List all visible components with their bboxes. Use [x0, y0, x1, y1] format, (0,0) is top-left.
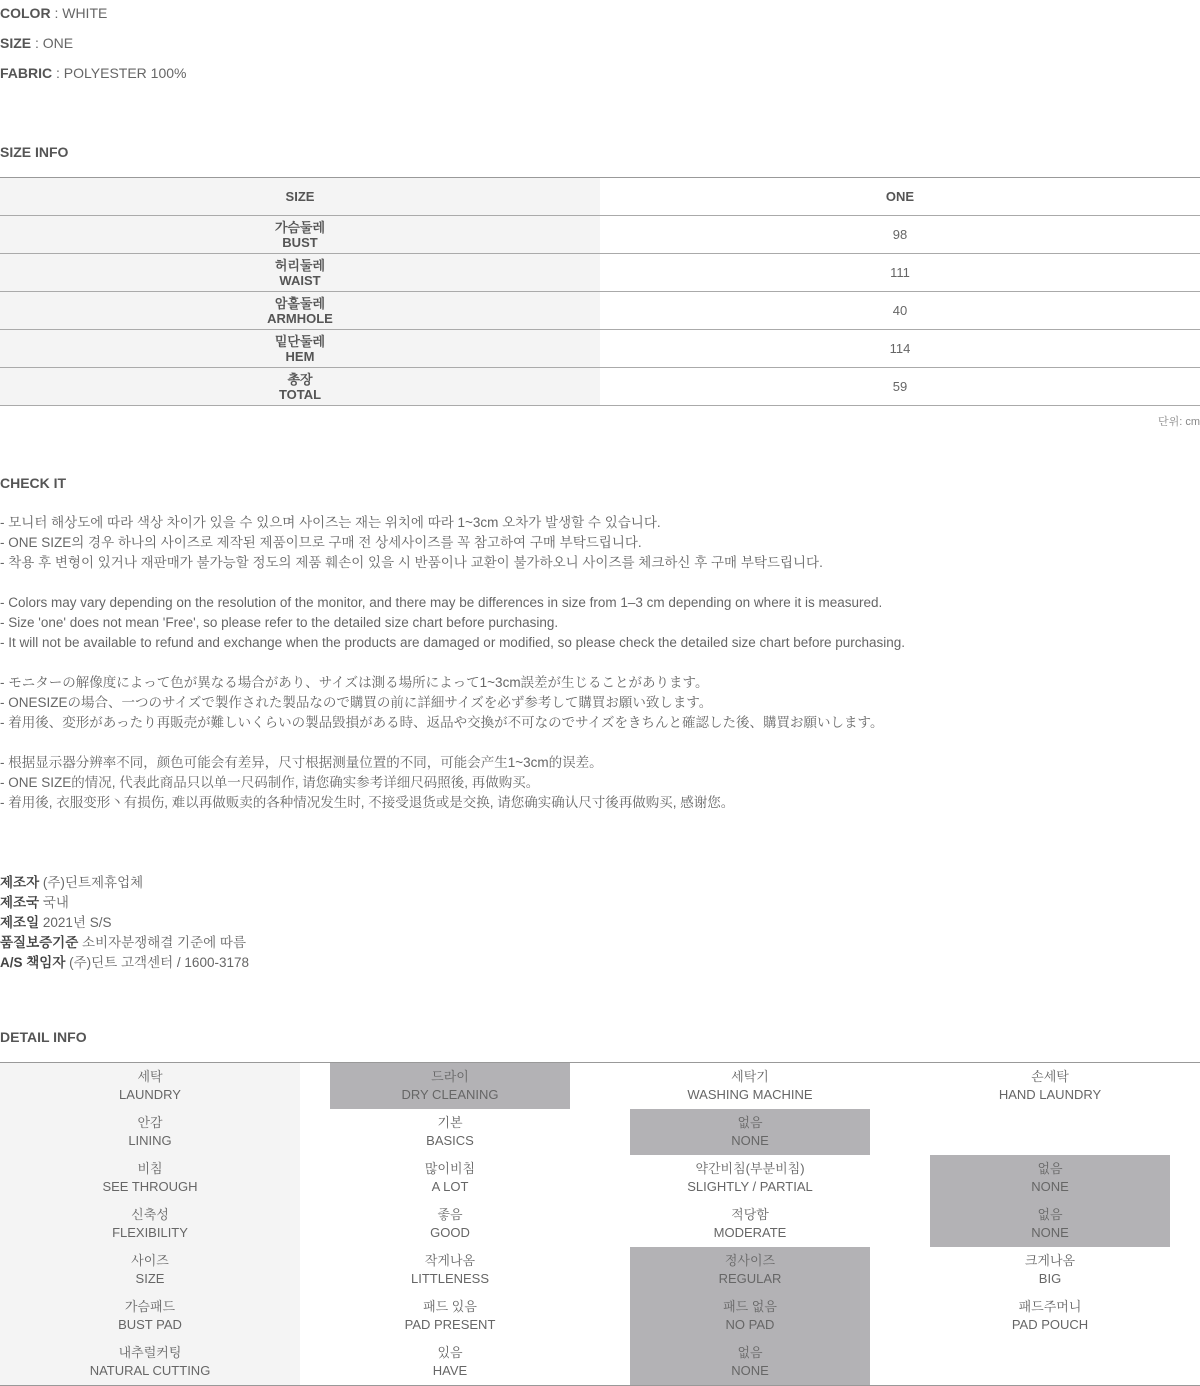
detail-option-en: HAND LAUNDRY — [998, 1087, 1102, 1102]
detail-row-label-ko: 내추럴커팅 — [118, 1345, 182, 1360]
detail-option-ko: 손세탁 — [1031, 1069, 1069, 1084]
detail-row-label — [30, 1293, 270, 1339]
detail-row-label-en: SEE THROUGH — [102, 1179, 198, 1194]
table-row — [0, 292, 1200, 330]
detail-row-label — [30, 1063, 270, 1109]
detail-option-selected-en: DRY CLEANING — [401, 1087, 499, 1102]
detail-row-label-ko: 신축성 — [131, 1207, 169, 1222]
detail-option — [930, 1109, 1170, 1155]
detail-row-label — [30, 1109, 270, 1155]
detail-option-selected-ko: 패드 없음 — [723, 1299, 777, 1314]
size-header-label: SIZE — [0, 178, 600, 216]
detail-row-label-en: BUST PAD — [118, 1317, 182, 1332]
detail-option — [330, 1155, 570, 1201]
detail-option — [930, 1247, 1170, 1293]
detail-option-selected — [630, 1339, 870, 1385]
detail-option — [330, 1201, 570, 1247]
detail-option-selected-ko: 없음 — [1037, 1161, 1063, 1176]
detail-row-label-ko: 사이즈 — [131, 1253, 169, 1268]
detail-option-selected — [930, 1155, 1170, 1201]
detail-grid — [0, 1062, 1200, 1386]
detail-option-en: LITTLENESS — [410, 1271, 490, 1286]
detail-option-selected — [630, 1247, 870, 1293]
measure-value: 40 — [600, 292, 1200, 330]
detail-option-en: A LOT — [431, 1179, 469, 1194]
detail-option-en: HAVE — [432, 1363, 468, 1378]
detail-option-en: PAD PRESENT — [404, 1317, 496, 1332]
detail-row-label — [30, 1339, 270, 1385]
detail-option-selected-en: NONE — [1031, 1179, 1069, 1194]
detail-option — [930, 1063, 1170, 1109]
detail-option-ko: 패드주머니 — [1018, 1299, 1082, 1314]
maker-line: 제조자 (주)딘트제휴업체 — [0, 875, 144, 890]
note-line: - It will not be available to refund and exchange when the products are damaged or modified, so please check the detailed size chart before purchasing. — [0, 635, 906, 650]
detail-option-selected-ko: 드라이 — [431, 1069, 469, 1084]
detail-option-en: MODERATE — [713, 1225, 787, 1240]
measure-label: 허리둘레 WAIST — [0, 254, 600, 292]
detail-option-selected-en: NONE — [731, 1363, 769, 1378]
note-line: - 着用後, 衣服变形丶有损伤, 难以再做贩卖的各种情况发生时, 不接受退货或是交换, 请您确实确认尺寸後再做购买, 感谢您。 — [0, 795, 735, 810]
detail-option-selected-en: NONE — [731, 1133, 769, 1148]
spec-color: COLOR : WHITE — [0, 5, 108, 21]
detail-row-label — [30, 1247, 270, 1293]
detail-option — [630, 1063, 870, 1109]
detail-option — [330, 1293, 570, 1339]
measure-label: 가슴둘레 BUST — [0, 216, 600, 254]
maker-info — [0, 873, 249, 973]
detail-option-selected-ko: 없음 — [1037, 1207, 1063, 1222]
detail-option-ko: 좋음 — [437, 1207, 463, 1222]
detail-option — [930, 1339, 1170, 1385]
size-info-title: SIZE INFO — [0, 144, 69, 160]
table-row — [0, 254, 1200, 292]
detail-option — [330, 1109, 570, 1155]
detail-option-ko: 세탁기 — [731, 1069, 769, 1084]
detail-option-selected-en: REGULAR — [718, 1271, 782, 1286]
detail-option — [330, 1339, 570, 1385]
note-line: - モニターの解像度によって色が異なる場合があり、サイズは測る場所によって1~3cm誤差が生じることがあります。 — [0, 675, 709, 690]
detail-row-label-ko: 비침 — [137, 1161, 163, 1176]
detail-option-selected-ko: 없음 — [737, 1345, 763, 1360]
detail-row-label-ko: 가슴패드 — [124, 1299, 176, 1314]
detail-option-en: BASICS — [426, 1133, 474, 1148]
detail-row-label-en: LINING — [128, 1133, 172, 1148]
detail-row-label-ko: 안감 — [137, 1115, 163, 1130]
spec-fabric: FABRIC : POLYESTER 100% — [0, 65, 187, 81]
detail-row-label — [30, 1201, 270, 1247]
measure-value: 98 — [600, 216, 1200, 254]
detail-option-ko: 패드 있음 — [423, 1299, 477, 1314]
size-table-header — [0, 178, 1200, 216]
maker-line: 품질보증기준 소비자분쟁해결 기준에 따름 — [0, 935, 246, 950]
detail-option-ko: 크게나옴 — [1024, 1253, 1076, 1268]
unit-note: 단위: cm — [1157, 416, 1200, 428]
detail-row-label-en: NATURAL CUTTING — [89, 1363, 211, 1378]
note-line: - 착용 후 변형이 있거나 재판매가 불가능할 정도의 제품 훼손이 있을 시 반품이나 교환이 불가하오니 사이즈를 체크하신 후 구매 부탁드립니다. — [0, 555, 823, 570]
detail-option-selected — [330, 1063, 570, 1109]
measure-label: 암홀둘레 ARMHOLE — [0, 292, 600, 330]
check-it-notes — [0, 513, 1200, 813]
measure-label: 밑단둘레 HEM — [0, 330, 600, 368]
spec-size: SIZE : ONE — [0, 35, 74, 51]
size-table — [0, 177, 1200, 406]
maker-line: 제조일 2021년 S/S — [0, 915, 112, 930]
detail-option-en: SLIGHTLY / PARTIAL — [687, 1179, 813, 1194]
table-row — [0, 216, 1200, 254]
detail-option-ko: 적당함 — [731, 1207, 769, 1222]
check-it-title: CHECK IT — [0, 475, 67, 491]
detail-option — [330, 1247, 570, 1293]
detail-option-en: PAD POUCH — [1011, 1317, 1089, 1332]
note-line: - ONESIZEの場合、一つのサイズで製作された製品なので購買の前に詳細サイズを必ず参考して購買お願い致します。 — [0, 695, 713, 710]
measure-value: 114 — [600, 330, 1200, 368]
detail-row-label-en: LAUNDRY — [119, 1087, 181, 1102]
detail-option-en: BIG — [1038, 1271, 1062, 1286]
detail-info-title: DETAIL INFO — [0, 1029, 87, 1045]
note-line: - Size 'one' does not mean 'Free', so please refer to the detailed size chart before purchasing. — [0, 615, 559, 630]
measure-label: 총장 TOTAL — [0, 368, 600, 406]
measure-value: 111 — [600, 254, 1200, 292]
detail-option-ko: 있음 — [437, 1345, 463, 1360]
measure-value: 59 — [600, 368, 1200, 406]
table-row — [0, 330, 1200, 368]
note-line: - 着用後、変形があったり再販売が難しいくらいの製品毀損がある時、返品や交換が不可なのでサイズをきちんと確認した後、購買お願いします。 — [0, 715, 884, 730]
detail-option-ko: 약간비침(부분비침) — [695, 1161, 805, 1176]
note-line: - 根据显示器分辨率不同，颜色可能会有差异，尺寸根据测量位置的不同，可能会产生1~3cm的误差。 — [0, 755, 603, 770]
detail-option-selected — [630, 1293, 870, 1339]
product-specs — [0, 0, 186, 88]
detail-option-selected — [630, 1109, 870, 1155]
detail-option-ko: 기본 — [437, 1115, 463, 1130]
detail-option-selected — [930, 1201, 1170, 1247]
note-line: - Colors may vary depending on the resolution of the monitor, and there may be differences in size from 1–3 cm depending on where it is measured. — [0, 595, 883, 610]
detail-option-selected-ko: 정사이즈 — [724, 1253, 776, 1268]
detail-option — [930, 1293, 1170, 1339]
note-line: - ONE SIZE的情况, 代表此商品只以单一尺码制作, 请您确实参考详细尺码照後, 再做购买。 — [0, 775, 540, 790]
maker-line: A/S 책임자 (주)딘트 고객센터 / 1600-3178 — [0, 955, 249, 970]
detail-option-selected-ko: 없음 — [737, 1115, 763, 1130]
detail-row-label-ko: 세탁 — [137, 1069, 163, 1084]
table-row — [0, 368, 1200, 406]
detail-row-label-en: SIZE — [135, 1271, 165, 1286]
maker-line: 제조국 국내 — [0, 895, 69, 910]
detail-option-ko: 많이비침 — [424, 1161, 476, 1176]
detail-option-en: GOOD — [430, 1225, 470, 1240]
note-line: - ONE SIZE의 경우 하나의 사이즈로 제작된 제품이므로 구매 전 상세사이즈를 꼭 참고하여 구매 부탁드립니다. — [0, 535, 642, 550]
detail-option-ko: 작게나옴 — [424, 1253, 476, 1268]
detail-row-label-en: FLEXIBILITY — [112, 1225, 188, 1240]
detail-option-selected-en: NONE — [1031, 1225, 1069, 1240]
detail-option-en: WASHING MACHINE — [687, 1087, 813, 1102]
detail-option — [630, 1201, 870, 1247]
detail-row-label — [30, 1155, 270, 1201]
detail-option-selected-en: NO PAD — [725, 1317, 775, 1332]
detail-option — [630, 1155, 870, 1201]
note-line: - 모니터 해상도에 따라 색상 차이가 있을 수 있으며 사이즈는 재는 위치에 따라 1~3cm 오차가 발생할 수 있습니다. — [0, 515, 661, 530]
size-header-value: ONE — [600, 178, 1200, 216]
